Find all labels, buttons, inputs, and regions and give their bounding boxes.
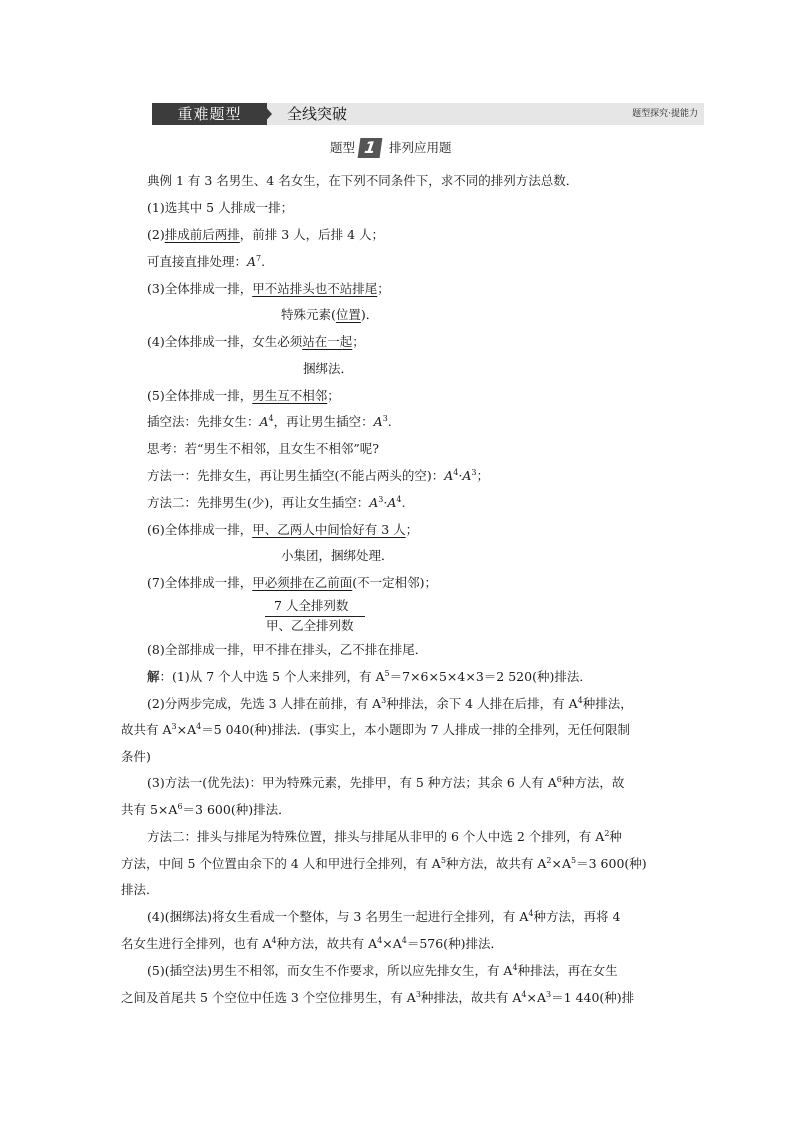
q5-m1-symbol: A: [444, 468, 454, 483]
question-4: [147, 333, 365, 351]
solution-3-method-2-line-3: 排法．: [121, 882, 159, 897]
s3m2l2-sup3: 5: [571, 856, 577, 865]
q5-note-sup2: 3: [382, 414, 388, 423]
s5l2-text3: ×A: [526, 990, 547, 1005]
q4-text: (4)全体排成一排，女生必须: [147, 334, 303, 349]
s3l2-text: 共有 5×A: [121, 802, 178, 817]
s2l2-end: ＝5 040(种)排法．(事实上，本小题即为 7 人排成一排的全排列，无任何限制: [201, 722, 631, 737]
question-5: [147, 387, 340, 405]
q5-note-text2: ，再让男生插空：: [273, 414, 374, 429]
s3m2l1-end: 种: [609, 829, 622, 844]
solution-3-method-2-line-2: [121, 855, 647, 873]
s2l2-sup2: 4: [196, 722, 202, 731]
question-7: [147, 574, 437, 592]
q5-underlined: 男生互不相邻: [252, 388, 328, 403]
example-intro: 典例 1 有 3 名男生、4 名女生，在下列不同条件下，求不同的排列方法总数．: [147, 173, 579, 188]
q7-fraction-denominator: 甲、乙全排列数: [266, 618, 354, 633]
q5-note-end: .: [387, 414, 392, 429]
q5-m2-text: 方法二：先排男生(少)，再让女生插空：: [147, 495, 370, 510]
question-1: (1)选其中 5 人排成一排；: [147, 200, 294, 215]
q5-end: ；: [327, 388, 340, 403]
s1-sup: 5: [384, 669, 390, 678]
q5-m1-text: 方法一：先排女生，再让男生插空(不能占两头的空)：: [147, 468, 445, 483]
q3-underlined: 甲不站排头也不站排尾: [252, 281, 378, 296]
q6-underlined: 甲、乙两人中间恰好有 3 人: [252, 522, 406, 537]
question-5-think: 思考：若“男生不相邻，且女生不相邻”呢?: [147, 441, 379, 456]
s1-end: ＝7×6×5×4×3＝2 520(种)排法．: [389, 669, 592, 684]
q3-text: (3)全体排成一排，: [147, 281, 253, 296]
banner-section-label: 重难题型: [152, 103, 267, 125]
q3-end: ；: [377, 281, 390, 296]
s5l1-text: (5)(插空法)男生不相邻，而女生不作要求，所以应先排女生，有 A: [147, 963, 513, 978]
s3l1-sup: 6: [556, 775, 562, 784]
s2l2-text2: ×A: [176, 722, 197, 737]
s1-text: ：(1)从 7 个人中选 5 个人来排列，有 A: [159, 669, 385, 684]
solution-2-line-2: [121, 721, 630, 739]
q5-m2-sup2: 4: [396, 495, 402, 504]
q2-note-text: 可直接直排处理：: [147, 254, 248, 269]
s3m2l2-end: ＝3 600(种): [576, 856, 647, 871]
q5-m1-symbol2: ·A: [458, 468, 472, 483]
q3-note-underlined: 位置: [335, 307, 361, 322]
s4l2-sup2: 4: [377, 936, 383, 945]
s3m2l2-sup2: 2: [546, 856, 552, 865]
s2l2-text: 故共有 A: [121, 722, 172, 737]
s3m2l2-text: 方法，中间 5 个位置由余下的 4 人和甲进行全排列，有 A: [121, 856, 441, 871]
question-8: (8)全部排成一排，甲不排在排头，乙不排在排尾．: [147, 642, 428, 657]
s4l2-text: 名女生进行全排列，也有 A: [121, 936, 272, 951]
type-number-badge: 1: [358, 138, 383, 158]
q7-fraction-numerator: 7 人全排列数: [274, 598, 349, 613]
s3m2l2-text3: ×A: [551, 856, 572, 871]
question-5-method-2: [147, 494, 405, 512]
q2-note-symbol: A: [247, 254, 257, 269]
q5-m2-sup: 3: [378, 495, 384, 504]
solution-4-line-1: [147, 908, 620, 926]
s3m2l2-text2: 种方法，故共有 A: [445, 856, 547, 871]
q3-note-end: )．: [360, 307, 379, 322]
s4l1-sup: 4: [528, 909, 534, 918]
q5-m2-symbol2: ·A: [383, 495, 397, 510]
q5-m1-sup: 4: [453, 468, 459, 477]
s3l2-end: ＝3 600(种)排法．: [182, 802, 291, 817]
s3m2l1-sup: 2: [604, 829, 610, 838]
section-banner: [152, 103, 704, 125]
solution-4-line-2: [121, 935, 503, 953]
q2-note-end: .: [261, 254, 266, 269]
solution-3-method-2-line-1: [147, 828, 622, 846]
s3l2-sup: 6: [177, 802, 183, 811]
s4l2-sup: 4: [271, 936, 277, 945]
q2-note-sup: 7: [256, 254, 262, 263]
s2l1-sup2: 4: [577, 696, 583, 705]
solution-2-line-3: 条件): [121, 749, 151, 764]
q6-text: (6)全体排成一排，: [147, 522, 253, 537]
s3m2l1-text: 方法二：排头与排尾为特殊位置，排头与排尾从非甲的 6 个人中选 2 个排列，有 A: [147, 829, 605, 844]
q5-m1-end: ；: [476, 468, 490, 483]
type-title: 排列应用题: [389, 139, 452, 155]
s4l2-text2: 种方法，故共有 A: [276, 936, 378, 951]
q2-underlined: 排成前后两排: [164, 227, 240, 242]
s3l1-end: 种方法，故: [561, 775, 625, 790]
s5l1-end: 种排法，再在女生: [517, 963, 618, 978]
q4-end: ；: [352, 334, 365, 349]
s4l1-end: 种方法，再将 4: [533, 909, 621, 924]
q4-underlined: 站在一起: [302, 334, 353, 349]
q7-text: (7)全体排成一排，: [147, 575, 253, 590]
question-6: [147, 521, 418, 539]
question-5-method-1: [147, 467, 489, 485]
q3-note-text: 特殊元素(: [281, 307, 336, 322]
s5l2-text2: 种排法，故共有 A: [420, 990, 522, 1005]
q5-note-sup: 4: [268, 414, 274, 423]
banner-title: 全线突破: [287, 105, 348, 123]
s4l1-text: (4)(捆绑法)将女生看成一个整体，与 3 名男生一起进行全排列，有 A: [147, 909, 529, 924]
q5-m2-end: .: [401, 495, 406, 510]
solution-3-line-2: [121, 801, 291, 819]
question-2: [147, 226, 384, 244]
q2-rest: ，前排 3 人，后排 4 人；: [239, 227, 385, 242]
banner-subtitle: 题型探究·提能力: [632, 109, 698, 119]
solution-3-line-1: [147, 774, 624, 792]
s5l2-sup: 3: [415, 990, 421, 999]
s5l2-end: ＝1 440(种)排: [551, 990, 635, 1005]
s5l1-sup: 4: [512, 963, 518, 972]
q2-num: (2): [147, 227, 165, 242]
q5-m2-symbol: A: [369, 495, 379, 510]
s5l2-text: 之间及首尾共 5 个空位中任选 3 个空位排男生，有 A: [121, 990, 416, 1005]
solution-5-line-1: [147, 962, 618, 980]
s4l2-sup3: 4: [401, 936, 407, 945]
s2l1-text: (2)分两步完成，先选 3 人排在前排，有 A: [147, 696, 382, 711]
question-5-note: [147, 413, 392, 431]
s2l1-end: 种排法，: [582, 696, 633, 711]
s4l2-end: ＝576(种)排法．: [406, 936, 503, 951]
type-heading: [330, 134, 452, 160]
question-3-note: [281, 306, 378, 324]
s2l1-sup: 3: [381, 696, 387, 705]
s3l1-text: (3)方法一(优先法)：甲为特殊元素，先排甲，有 5 种方法；其余 6 人有 A: [147, 775, 557, 790]
q7-underlined: 甲必须排在乙前面: [252, 575, 353, 590]
question-3: [147, 280, 390, 298]
solution-label: 解: [147, 669, 160, 684]
s2l1-text2: 种排法，余下 4 人排在后排，有 A: [386, 696, 578, 711]
q5-note-symbol: A: [259, 414, 269, 429]
question-6-note: 小集团，捆绑处理．: [281, 548, 394, 563]
solution-2-line-1: [147, 695, 633, 713]
banner-arrow-icon: [262, 103, 272, 125]
question-2-note: [147, 253, 265, 271]
s2l2-sup: 3: [171, 722, 177, 731]
q7-end: (不一定相邻)；: [352, 575, 437, 590]
q5-note-text: 插空法：先排女生：: [147, 414, 260, 429]
q5-m1-sup2: 3: [471, 468, 477, 477]
solution-1: [147, 668, 592, 686]
s5l2-sup2: 4: [521, 990, 527, 999]
q6-end: ；: [405, 522, 419, 537]
solution-5-line-2: [121, 989, 634, 1007]
q5-text: (5)全体排成一排，: [147, 388, 253, 403]
s3m2l2-sup: 5: [440, 856, 446, 865]
s4l2-text3: ×A: [382, 936, 402, 951]
type-prefix: 题型: [330, 139, 356, 155]
q5-note-symbol2: A: [373, 414, 383, 429]
question-4-note: 捆绑法．: [303, 361, 354, 376]
s5l2-sup3: 3: [546, 990, 552, 999]
